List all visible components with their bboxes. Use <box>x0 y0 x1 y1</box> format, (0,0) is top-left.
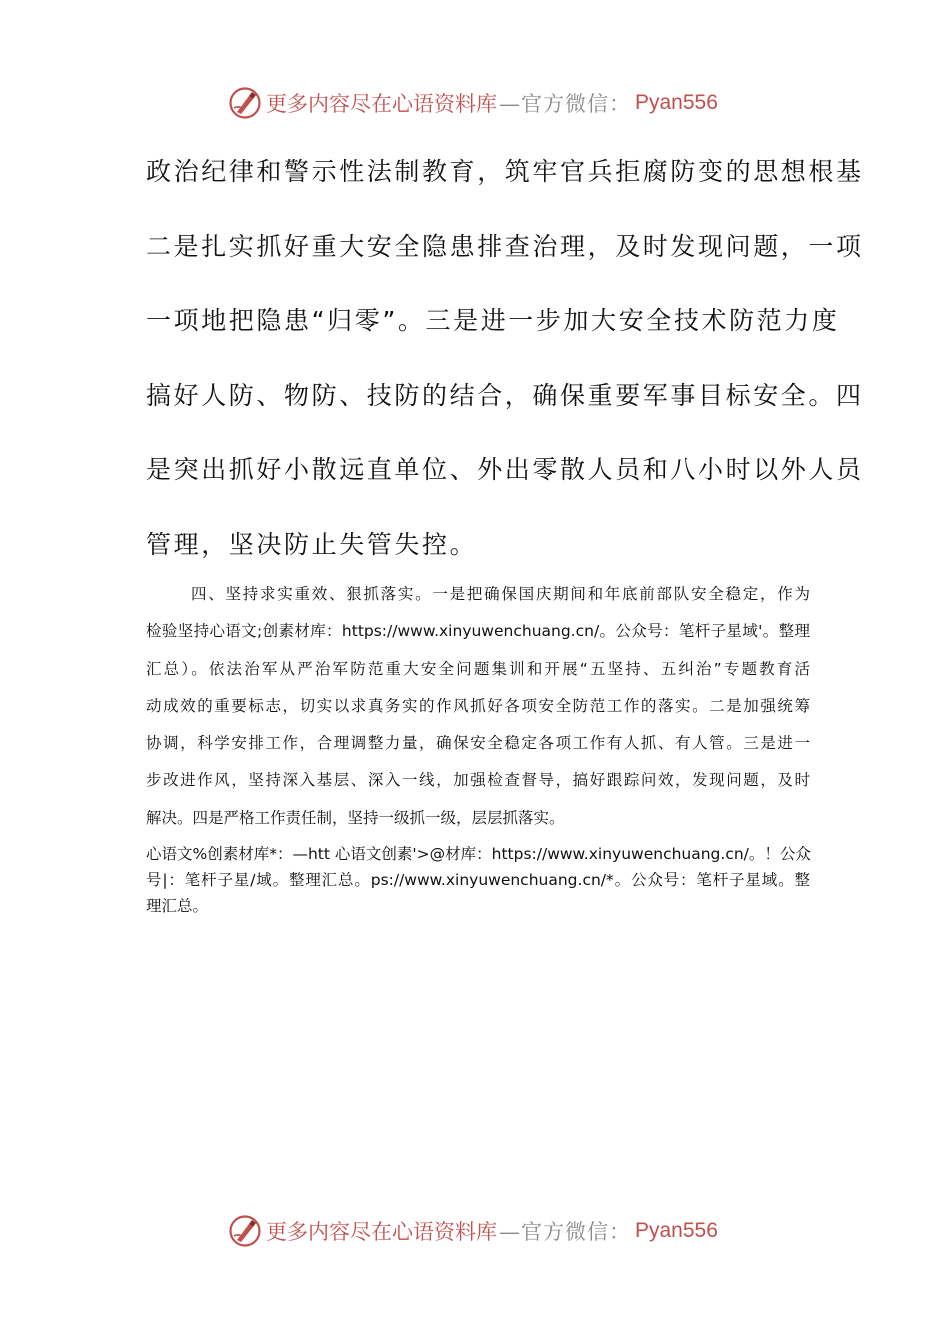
paragraph-line: 汇总）。依法治军从严治军防范重大安全问题集训和开展“五坚持、五纠治”专题教育活 <box>146 659 810 678</box>
large-text-line: 管理，坚决防止失管失控。 <box>146 529 478 559</box>
banner-wechat-id: Pyan556 <box>635 1219 718 1242</box>
paragraph-line: 协调，科学安排工作，合理调整力量，确保安全稳定各项工作有人抓、有人管。三是进一 <box>146 734 810 753</box>
large-text-line: 二是扎实抓好重大安全隐患排查治理，及时发现问题，一项 <box>146 231 864 261</box>
large-text-line: 一项地把隐患“归零”。三是进一步加大安全技术防范力度 <box>146 306 840 335</box>
paragraph-line: 检验坚持心语文;创素材库：https://www.xinyuwenchuang.cn/。公众号：笔杆子星域'。整理 <box>146 622 810 641</box>
note-line: 号|：笔杆子星/域。整理汇总。ps://www.xinyuwenchuang.cn/*。公众号：笔杆子星域。整 <box>146 871 810 889</box>
banner-contact-label: —官方微信： <box>499 1220 631 1244</box>
banner-wechat-id: Pyan556 <box>635 91 718 114</box>
paragraph-line: 步改进作风，坚持深入基层、深入一线，加强检查督导，搞好跟踪问效，发现问题，及时 <box>146 771 810 790</box>
banner-slogan: 更多内容尽在心语资料库 <box>266 1220 497 1244</box>
paragraph-line: 解决。四是严格工作责任制，坚持一级抓一级，层层抓落实。 <box>146 808 565 827</box>
footer-banner <box>228 1213 718 1249</box>
pen-nib-logo-icon <box>228 86 262 120</box>
large-text-line: 政治纪律和警示性法制教育，筑牢官兵拒腐防变的思想根基 <box>146 157 864 186</box>
note-line: 理汇总。 <box>146 897 209 915</box>
note-line: 心语文%创素材库*：—htt 心语文创素'>@材库：https://www.xinyuwenchuang.cn/。！公众 <box>146 845 811 863</box>
banner-contact-label: —官方微信： <box>499 92 631 116</box>
header-banner <box>228 85 718 121</box>
pen-nib-logo-icon <box>228 1214 262 1248</box>
large-text-line: 是突出抓好小散远直单位、外出零散人员和八小时以外人员 <box>146 455 864 484</box>
large-text-line: 搞好人防、物防、技防的结合，确保重要军事目标安全。四 <box>146 380 864 410</box>
source-note-paragraph <box>146 841 810 919</box>
paragraph-line: 动成效的重要标志，切实以求真务实的作风抓好各项安全防范工作的落实。二是加强统筹 <box>146 696 810 715</box>
section-four-paragraph <box>146 579 810 840</box>
paragraph-line: 四、坚持求实重效、狠抓落实。一是把确保国庆期间和年底前部队安全稳定，作为 <box>191 585 810 603</box>
banner-slogan: 更多内容尽在心语资料库 <box>266 92 497 116</box>
large-text-block <box>146 150 864 597</box>
